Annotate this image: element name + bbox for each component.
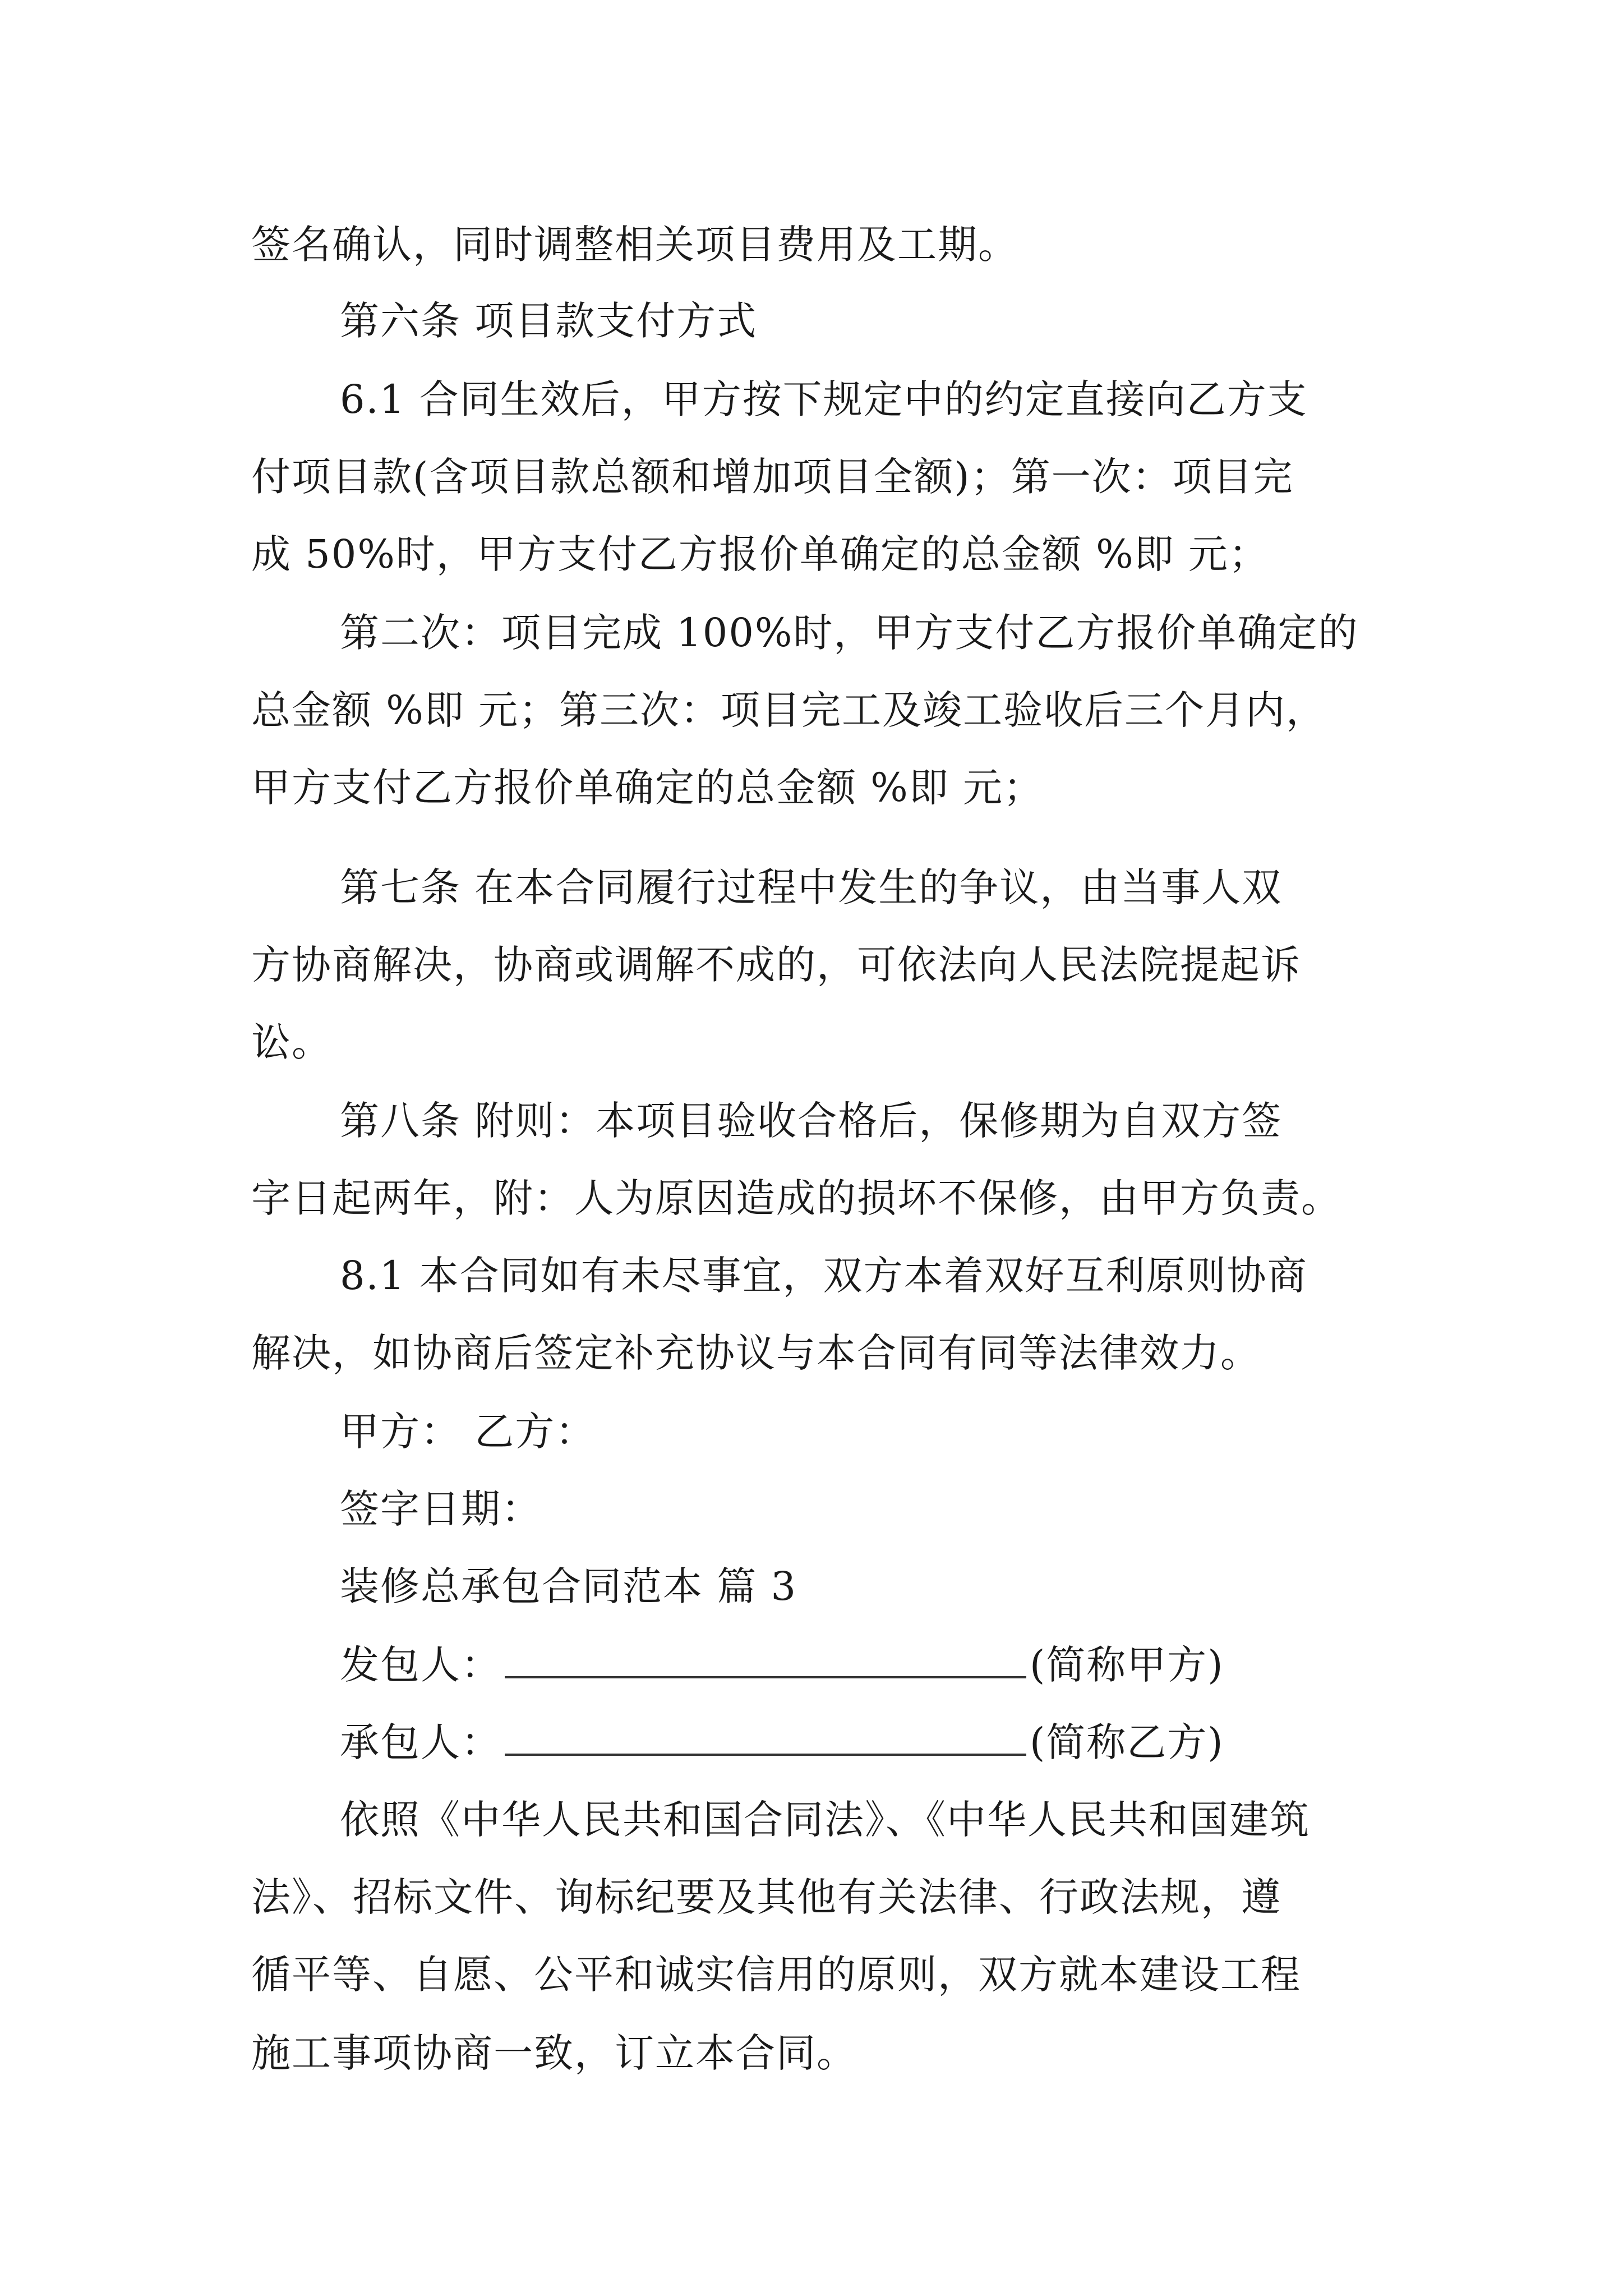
owner-suffix: (简称甲方) [1030,1642,1224,1688]
text-line: 施工事项协商一致，订立本合同。 [251,2030,857,2076]
contractor-suffix: (简称乙方) [1030,1719,1224,1765]
owner-blank [505,1641,1026,1678]
text-line: 法》、招标文件、询标纪要及其他有关法律、行政法规，遵 [251,1874,1281,1920]
text-line: 字日起两年，附：人为原因造成的损坏不保修，由甲方负责。 [251,1175,1341,1221]
owner-line [340,1638,1224,1692]
text-line: 循平等、自愿、公平和诚实信用的原则，双方就本建设工程 [251,1952,1301,1998]
section-title: 装修总承包合同范本 篇 3 [340,1563,797,1609]
text-line: 总金额 %即 元；第三次：项目完工及竣工验收后三个月内， [251,687,1327,733]
contractor-blank [505,1719,1026,1756]
article-heading: 第六条 项目款支付方式 [340,298,758,344]
text-line: 第二次：项目完成 100%时，甲方支付乙方报价单确定的 [340,610,1359,656]
text-line: 依照《中华人民共和国合同法》、《中华人民共和国建筑 [340,1797,1310,1843]
owner-label: 发包人： [340,1642,501,1688]
signature-parties: 甲方： 乙方： [340,1409,596,1455]
text-line: 付项目款(含项目款总额和增加项目全额)；第一次：项目完 [251,454,1294,500]
text-line: 签名确认，同时调整相关项目费用及工期。 [251,222,1018,268]
contractor-line [340,1715,1224,1769]
text-line: 解决，如协商后签定补充协议与本合同有同等法律效力。 [251,1330,1261,1376]
article-heading: 第八条 附则：本项目验收合格后，保修期为自双方签 [340,1098,1283,1144]
text-line: 8.1 本合同如有未尽事宜，双方本着双好互利原则协商 [340,1253,1308,1299]
article-heading: 第七条 在本合同履行过程中发生的争议，由当事人双 [340,864,1283,910]
text-line: 甲方支付乙方报价单确定的总金额 %即 元； [251,765,1044,811]
text-line: 6.1 合同生效后，甲方按下规定中的约定直接向乙方支 [340,376,1308,422]
text-line: 讼。 [251,1019,332,1065]
signature-date: 签字日期： [340,1486,542,1532]
text-line: 成 50%时，甲方支付乙方报价单确定的总金额 %即 元； [251,531,1269,577]
contractor-label: 承包人： [340,1719,501,1765]
text-line: 方协商解决，协商或调解不成的，可依法向人民法院提起诉 [251,942,1301,988]
